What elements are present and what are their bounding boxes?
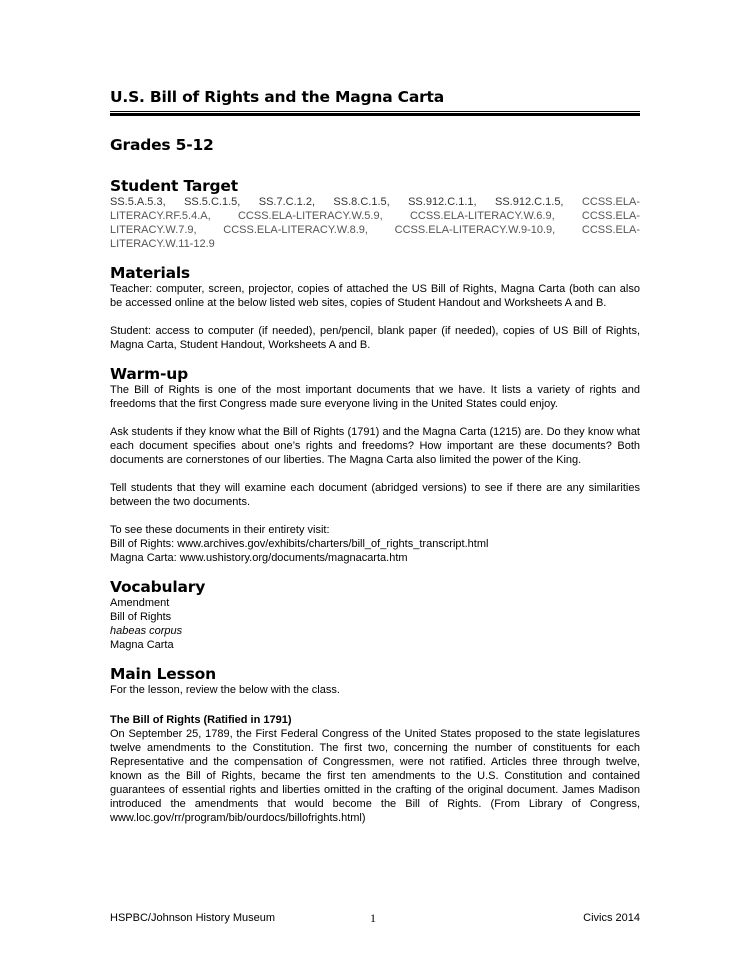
vocabulary-term: habeas corpus	[110, 625, 183, 637]
vocabulary-list	[110, 596, 640, 652]
warmup-paragraph-1: The Bill of Rights is one of the most important documents that we have. It lists a variety of rights and freedoms that the first Congress made sure everyone living in the United States could enjoy.	[110, 384, 640, 410]
vocabulary-term: Amendment	[110, 597, 170, 609]
warmup-links	[110, 523, 640, 565]
student-target-heading: Student Target	[110, 177, 238, 195]
document-title: U.S. Bill of Rights and the Magna Carta	[110, 88, 445, 106]
warmup-paragraph-2: Ask students if they know what the Bill of Rights (1791) and the Magna Carta (1215) are. Do they know what each document specifies about one’s rights and freedoms? How important are these documents? Both documents are cornerstones of our liberties. The Magna Carta also limited the power of the King.	[110, 426, 640, 466]
magna-carta-link[interactable]: Magna Carta: www.ushistory.org/documents/magnacarta.htm	[110, 552, 408, 564]
vocabulary-heading: Vocabulary	[110, 578, 206, 596]
links-intro: To see these documents in their entirety visit:	[110, 524, 330, 536]
vocabulary-term: Magna Carta	[110, 639, 174, 651]
warmup-heading: Warm-up	[110, 365, 188, 383]
materials-teacher: Teacher: computer, screen, projector, copies of attached the US Bill of Rights, Magna Carta (both can also be accessed online at the below listed web sites, copies of Student Handout and Worksheets A and B.	[110, 283, 640, 309]
bill-of-rights-body: On September 25, 1789, the First Federal Congress of the United States proposed to the state legislatures twelve amendments to the Constitution. The first two, concerning the number of constituents for each Representative and the compensation of Congressmen, were not ratified. Articles three through twelve, known as the Bill of Rights, became the first ten amendments to the U.S. Constitution and contained guarantees of essential rights and liberties omitted in the crafting of the original document. James Madison introduced the amendments that would become the Bill of Rights. (From Library of Congress, www.loc.gov/rr/program/bib/ourdocs/billofrights.html)	[110, 728, 640, 824]
title-rule-thin	[110, 111, 640, 112]
ss-standards: SS.5.A.5.3, SS.5.C.1.5, SS.7.C.1.2, SS.8.C.1.5, SS.912.C.1.1, SS.912.C.1.5,	[110, 196, 564, 208]
bill-of-rights-link[interactable]: Bill of Rights: www.archives.gov/exhibits/charters/bill_of_rights_transcript.html	[110, 538, 489, 550]
page-number: 1	[370, 911, 376, 925]
main-lesson-intro: For the lesson, review the below with the class.	[110, 684, 340, 696]
bill-of-rights-subheading: The Bill of Rights (Ratified in 1791)	[110, 714, 292, 726]
vocabulary-term: Bill of Rights	[110, 611, 172, 623]
main-lesson-heading: Main Lesson	[110, 665, 216, 683]
materials-student: Student: access to computer (if needed), pen/pencil, blank paper (if needed), copies of US Bill of Rights, Magna Carta, Student Handout, Worksheets A and B.	[110, 325, 640, 351]
warmup-paragraph-3: Tell students that they will examine each document (abridged versions) to see if there are any similarities between the two documents.	[110, 482, 640, 508]
materials-heading: Materials	[110, 264, 190, 282]
footer-course: Civics 2014	[583, 912, 640, 924]
student-target-standards	[110, 195, 640, 251]
document-page	[110, 88, 640, 825]
ccss-standards: CCSS.ELA-LITERACY.RF.5.4.A, CCSS.ELA-LITERACY.W.5.9, CCSS.ELA-LITERACY.W.6.9, CCSS.ELA-LITERACY.W.7.9, CCSS.ELA-LITERACY.W.8.9, CCSS.ELA-LITERACY.W.9-10.9, CCSS.ELA-LITERACY.W.11-12.9	[110, 196, 641, 250]
title-rule-thick	[110, 113, 640, 116]
grades-heading: Grades 5-12	[110, 136, 214, 154]
footer-organization: HSPBC/Johnson History Museum	[110, 912, 276, 924]
